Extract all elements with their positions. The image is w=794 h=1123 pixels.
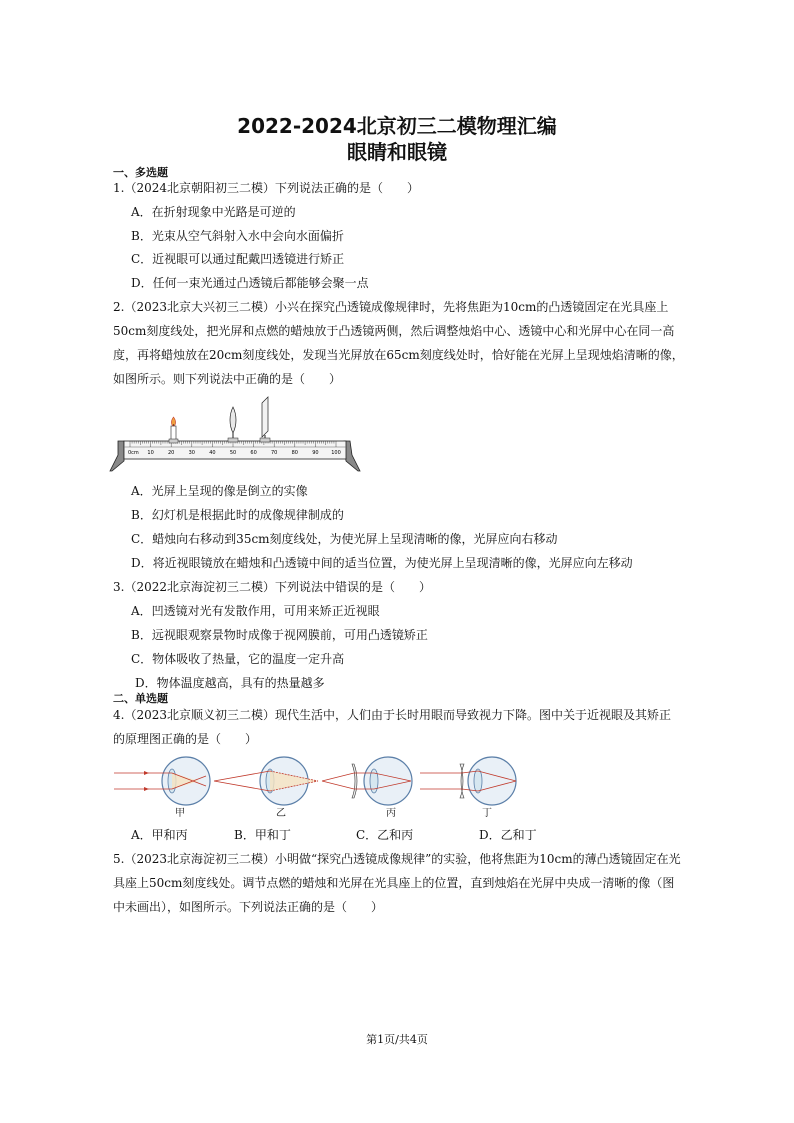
ruler-tick-label: 60 [250,450,257,456]
ruler-tick-label: 10 [147,450,154,456]
question-2-stem-line-1: 2.（2023北京大兴初三二模）小兴在探究凸透镜成像规律时，先将焦距为10cm的凸透镜固定在光具座上 [113,300,669,314]
question-2-option-c: C．蜡烛向右移动到35cm刻度线处，为使光屏上呈现清晰的像，光屏应向右移动 [131,532,558,546]
question-3-stem: 3.（2022北京海淀初三二模）下列说法中错误的是（ ） [113,580,431,594]
candle [169,417,178,443]
question-2-option-a: A．光屏上呈现的像是倒立的实像 [131,484,308,498]
question-3-option-b: B．远视眼观察景物时成像于视网膜前，可用凸透镜矫正 [131,628,428,642]
optical-bench-figure [110,395,360,473]
question-4-option-c: C．乙和丙 [356,828,414,842]
light-screen [260,397,270,442]
question-1-stem: 1.（2024北京朝阳初三二模）下列说法正确的是（ ） [113,181,419,195]
ruler-tick-label: 40 [209,450,216,456]
question-4-stem-line-1: 4.（2023北京顺义初三二模）现代生活中，人们由于长时用眼而导致视力下降。图中关于近视眼及其矫正 [113,708,671,722]
question-2-option-d: D．将近视眼镜放在蜡烛和凸透镜中间的适当位置，为使光屏上呈现清晰的像，光屏应向左移动 [131,556,633,570]
page-footer: 第1页/共4页 [366,1033,428,1046]
eye-diagram-label-jia: 甲 [175,808,185,819]
question-1-option-b: B．光束从空气斜射入水中会向水面偏折 [131,229,344,243]
eye-diagram-yi [214,756,320,806]
eye-diagram-label-yi: 乙 [276,808,286,819]
question-5-stem-line-1: 5.（2023北京海淀初三二模）小明做“探究凸透镜成像规律”的实验，他将焦距为10cm的薄凸透镜固定在光 [113,852,681,866]
ruler-tick-label: 100 [331,450,341,456]
question-1-option-c: C．近视眼可以通过配戴凹透镜进行矫正 [131,252,345,266]
ruler-tick-label: 90 [312,450,319,456]
question-3-option-d: D．物体温度越高，具有的热量越多 [135,676,325,690]
ruler-tick-label: 80 [291,450,298,456]
ruler-tick-label: 70 [271,450,278,456]
question-1-option-d: D．任何一束光通过凸透镜后都能够会聚一点 [131,276,369,290]
ruler-tick-label: 50 [229,450,237,456]
question-2-stem-line-3: 度，再将蜡烛放在20cm刻度线处，发现当光屏放在65cm刻度线处时，恰好能在光屏上呈现烛焰清晰的像， [113,348,684,362]
eye-diagram-label-bing: 丙 [386,808,396,819]
eye-diagram-ding [420,756,520,806]
question-1-option-a: A．在折射现象中光路是可逆的 [131,205,296,219]
question-3-option-c: C．物体吸收了热量，它的温度一定升高 [131,652,345,666]
question-2-stem-line-4: 如图所示。则下列说法中正确的是（ ） [113,372,342,386]
question-5-stem-line-3: 中未画出），如图所示。下列说法正确的是（ ） [113,900,384,914]
section-heading-multiple-choice: 一、多选题 [113,166,168,179]
ruler-tick-label: 30 [188,450,195,456]
question-4-option-d: D．乙和丁 [479,828,537,842]
document-title: 2022-2024北京初三二模物理汇编 [237,114,557,138]
document-subtitle: 眼睛和眼镜 [347,140,447,164]
question-2-option-b: B．幻灯机是根据此时的成像规律制成的 [131,508,344,522]
question-3-option-a: A．凹透镜对光有发散作用，可用来矫正近视眼 [131,604,380,618]
question-2-stem-line-2: 50cm刻度线处，把光屏和点燃的蜡烛放于凸透镜两侧，然后调整烛焰中心、透镜中心和光屏中心在同一高 [113,324,675,338]
convex-lens [228,407,238,442]
eye-diagram-label-ding: 丁 [482,808,492,819]
question-4-option-a: A．甲和丙 [131,828,188,842]
bench-left-leg [110,441,124,471]
eye-diagram-jia [114,756,214,806]
ruler-tick-label: 20 [168,450,175,456]
question-4-option-b: B．甲和丁 [234,828,291,842]
ruler-tick-label: 0cm [128,450,139,456]
section-heading-single-choice: 二、单选题 [113,692,168,705]
question-4-stem-line-2: 的原理图正确的是（ ） [113,732,258,746]
question-5-stem-line-2: 具座上50cm刻度线处。调节点燃的蜡烛和光屏在光具座上的位置，直到烛焰在光屏中央成一清晰的像（图 [113,876,675,890]
eye-diagram-bing [322,756,420,806]
